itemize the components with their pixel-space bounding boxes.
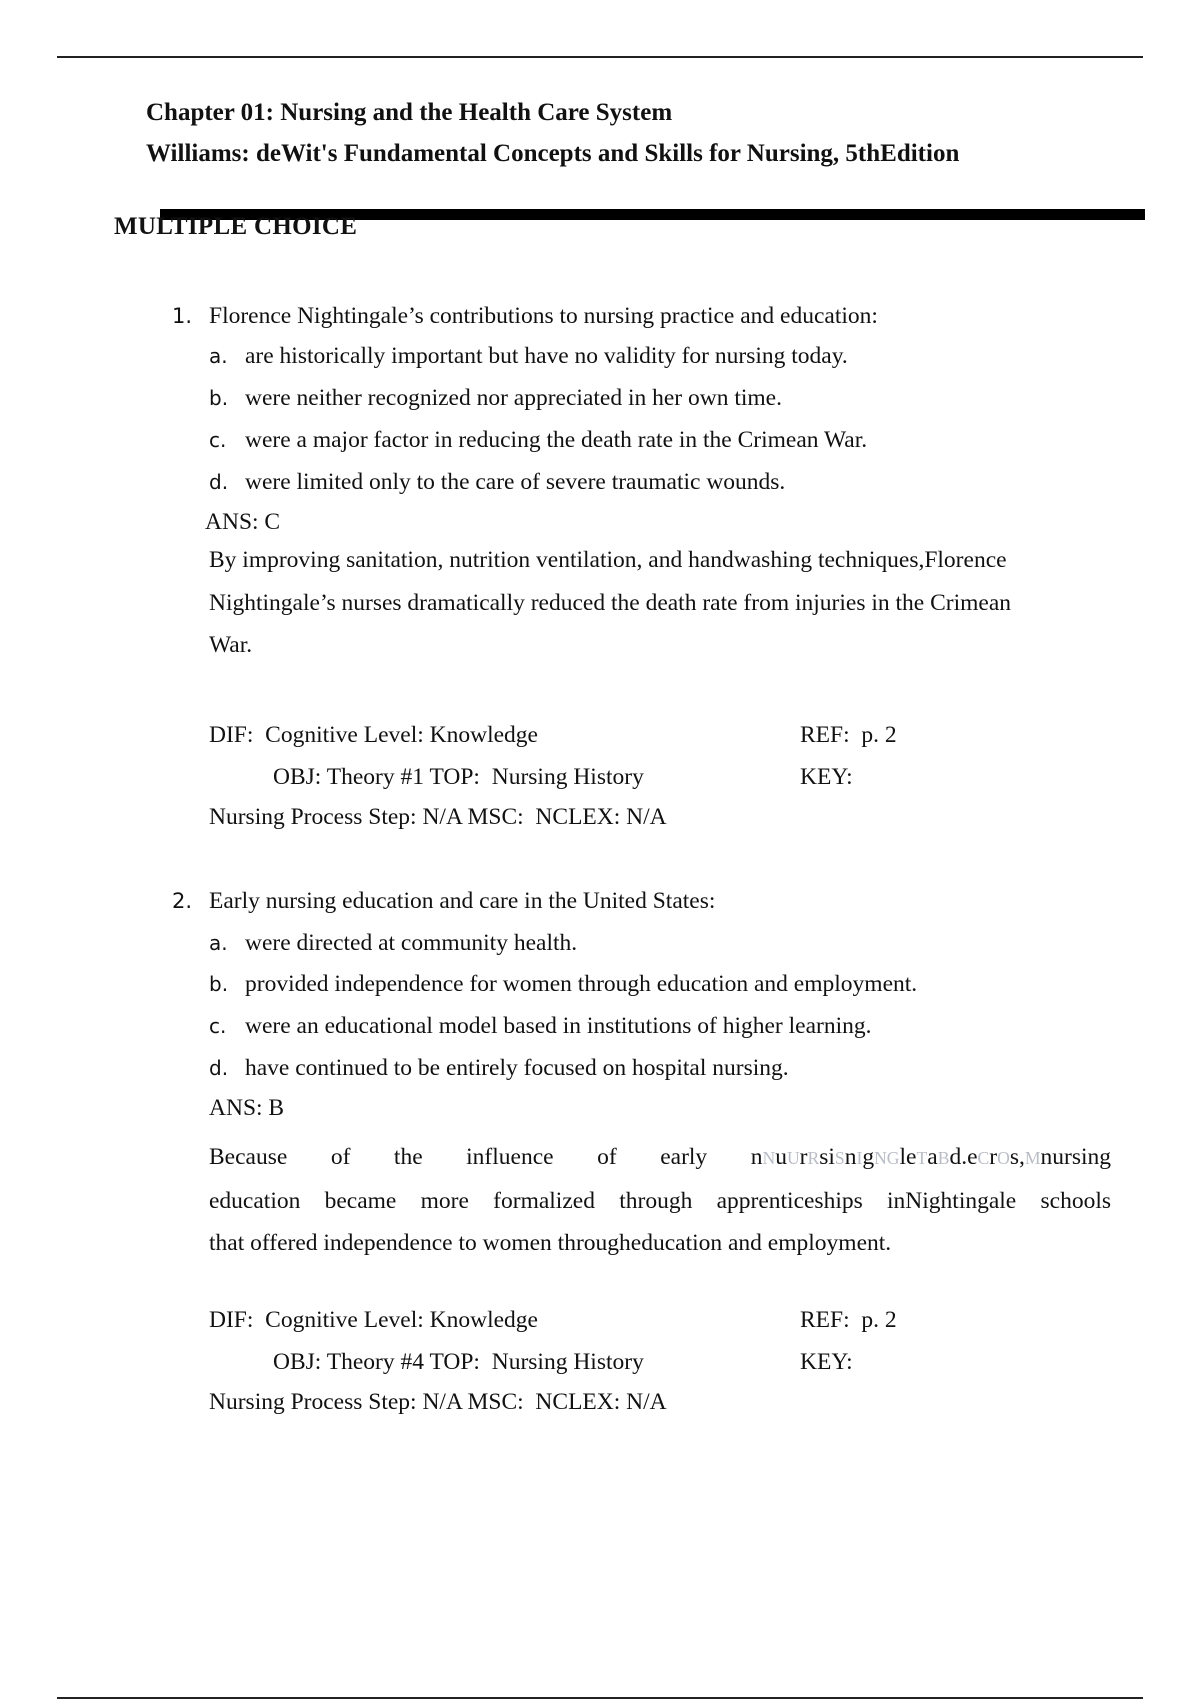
rationale [209, 1136, 1111, 1265]
rationale-fragment: le [899, 1144, 917, 1170]
book-title: Williams: deWit's Fundamental Concepts and Skills for Nursing, 5thEdition [146, 140, 960, 167]
watermark-fragment: N [762, 1148, 776, 1168]
meta-dif: DIF: Cognitive Level: Knowledge [209, 722, 538, 748]
watermark-fragment: C [977, 1148, 990, 1168]
document-header [146, 92, 959, 174]
rationale-fragment: a [927, 1144, 938, 1170]
option-d: d. have continued to be entirely focused on hospital nursing. [209, 1055, 789, 1081]
watermark-fragment: U [786, 1148, 800, 1168]
meta-key: KEY: [800, 764, 853, 790]
meta-key: KEY: [800, 1349, 853, 1375]
option-b: b. were neither recognized nor appreciated in her own time. [209, 385, 782, 411]
rationale-line: By improving sanitation, nutrition ventilation, and handwashing techniques,Florence [209, 547, 1007, 573]
rationale-line: Nightingale’s nurses dramatically reduced the death rate from injuries in the Crimean [209, 589, 1011, 616]
answer: ANS: B [209, 1095, 285, 1121]
question-stem: 1. Florence Nightingale’s contributions to nursing practice and education: [172, 303, 878, 329]
question-stem: 2. Early nursing education and care in the United States: [172, 888, 716, 914]
option-a: a. are historically important but have no validity for nursing today. [209, 343, 848, 369]
watermark-fragment: T [916, 1148, 928, 1168]
meta-obj: OBJ: Theory #1 TOP: Nursing History [273, 764, 644, 790]
meta-ref: REF: p. 2 [800, 722, 897, 748]
watermark-fragment: M [1024, 1148, 1041, 1168]
option-a: a. were directed at community health. [209, 930, 578, 956]
question-number: 2. [172, 889, 193, 913]
meta-process: Nursing Process Step: N/A MSC: NCLEX: N/A [209, 1389, 667, 1415]
rationale-fragment: n [750, 1144, 763, 1170]
top-rule [57, 56, 1143, 58]
chapter-title: Chapter 01: Nursing and the Health Care System [146, 99, 673, 126]
meta-process: Nursing Process Step: N/A MSC: NCLEX: N/A [209, 804, 667, 830]
watermark-fragment: S [834, 1148, 845, 1168]
rationale-line: that offered independence to women througheducation and employment. [209, 1230, 892, 1256]
option-c: c. were a major factor in reducing the death rate in the Crimean War. [209, 427, 868, 453]
option-b: b. provided independence for women through education and employment. [209, 971, 918, 997]
rationale-line: Because of the influence of early nNuUrRsiSnIgNGleTaBd.eCrOs,Mnursing [209, 1144, 1112, 1170]
rationale-fragment: d.e [949, 1144, 978, 1170]
meta-obj: OBJ: Theory #4 TOP: Nursing History [273, 1349, 644, 1375]
watermark-fragment: O [997, 1148, 1010, 1168]
rationale-line: War. [209, 632, 253, 658]
rationale-line: education became more formalized through apprenticeships inNightingale schools [209, 1187, 1111, 1214]
rationale-fragment: nursing [1040, 1144, 1112, 1170]
watermark-fragment: R [807, 1148, 820, 1168]
watermark-fragment: B [937, 1148, 950, 1168]
rationale-fragment: si [819, 1144, 835, 1170]
answer: ANS: C [205, 509, 281, 535]
watermark-fragment: I [856, 1148, 863, 1168]
option-d: d. were limited only to the care of severe traumatic wounds. [209, 469, 786, 495]
rationale [209, 539, 1119, 667]
watermark-fragment: NG [874, 1148, 900, 1168]
rationale-fragment: r [989, 1144, 998, 1170]
meta-ref: REF: p. 2 [800, 1307, 897, 1333]
watermark-text [751, 1144, 1111, 1170]
bottom-rule [57, 1697, 1143, 1699]
rationale-fragment: r [799, 1144, 808, 1170]
meta-dif: DIF: Cognitive Level: Knowledge [209, 1307, 538, 1333]
option-c: c. were an educational model based in institutions of higher learning. [209, 1013, 872, 1039]
rationale-fragment: u [775, 1144, 787, 1170]
rationale-fragment: g [862, 1144, 875, 1170]
rationale-fragment: n [844, 1144, 857, 1170]
rationale-fragment: s, [1009, 1144, 1025, 1170]
section-title: MULTIPLE CHOICE [114, 213, 358, 240]
question-number: 1. [172, 304, 193, 328]
